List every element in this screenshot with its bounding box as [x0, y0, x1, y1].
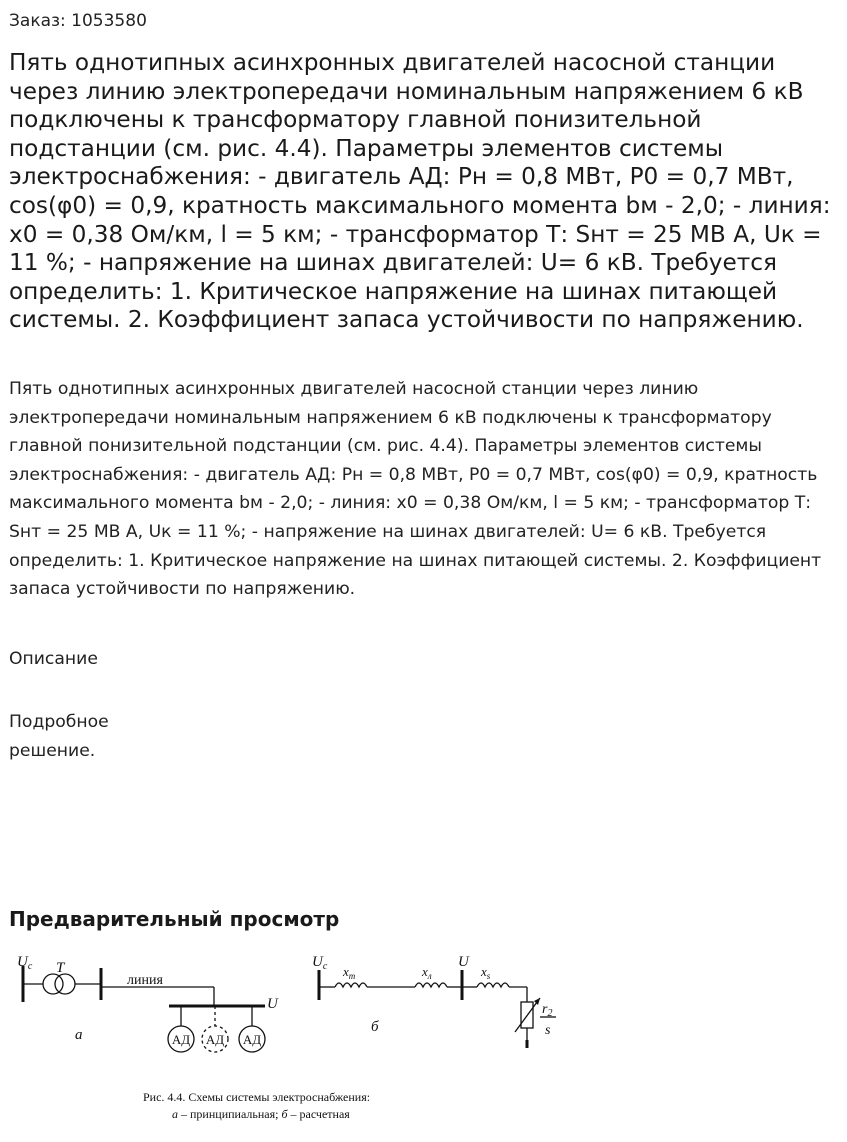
scheme-a-motor-1-label: АД	[171, 1032, 191, 1047]
figure-caption-line2: а – принципиальная; б – расчетная	[172, 1107, 350, 1121]
power-scheme-diagram	[9, 940, 609, 1130]
task-headline: Пять однотипных асинхронных двигателей насосной станции через линию электропередачи номинальным напряжением 6 кВ подключены к трансформатору главной понизительной подстанции (см. рис. 4.4). Параметры элементов системы электроснабжения: - двигатель АД: Pн = 0,8 МВт, P0 = 0,7 МВт, cos(φ0) = 0,9, кратность максимального момента bм - 2,0; - линия: x0 = 0,38 Ом/км, l = 5 км; - трансформатор Т: Sнт = 25 МВ А, Uк = 11 %; - напряжение на шинах двигателей: U= 6 кВ. Требуется определить: 1. Критическое напряжение на шинах питающей системы. 2. Коэффициент запаса устойчивости по напряжению.	[9, 49, 831, 334]
scheme-a-source-label: $U_c$	[17, 954, 33, 972]
scheme-a-line-label: линия	[127, 973, 163, 988]
scheme-b-xt-label: $x_т$	[343, 964, 356, 981]
description-label: Описание	[9, 649, 98, 669]
scheme-b-reactance-transformer	[335, 983, 367, 987]
task-body: Пять однотипных асинхронных двигателей насосной станции через линию электропередачи номинальным напряжением 6 кВ подключены к трансформатору главной понизительной подстанции (см. рис. 4.4). Параметры элементов системы электроснабжения: - двигатель АД: Pн = 0,8 МВт, P0 = 0,7 МВт, cos(φ0) = 0,9, кратность максимального момента bм - 2,0; - линия: x0 = 0,38 Ом/км, l = 5 км; - трансформатор Т: Sнт = 25 МВ А, Uк = 11 %; - напряжение на шинах двигателей: U= 6 кВ. Требуется определить: 1. Критическое напряжение на шинах питающей системы. 2. Коэффициент запаса устойчивости по напряжению.	[9, 379, 822, 600]
scheme-b-resistor-numerator: $r_2$	[542, 1002, 553, 1019]
scheme-b-panel-label: б	[371, 1019, 379, 1035]
order-number: Заказ: 1053580	[9, 11, 147, 31]
description-detail-line2: решение.	[9, 740, 96, 761]
scheme-a-motor-3-label: АД	[242, 1032, 262, 1047]
description-detail-line1: Подробное	[9, 712, 109, 732]
scheme-b-resistor-denominator: s	[545, 1023, 551, 1038]
scheme-a-motor-2-label: АД	[205, 1032, 225, 1047]
preview-figure	[9, 940, 609, 1130]
scheme-b-reactance-motor	[477, 983, 509, 987]
scheme-a-panel-label: а	[75, 1027, 83, 1043]
scheme-b-reactance-line	[415, 983, 447, 987]
scheme-a-transformer-winding-1	[43, 974, 63, 994]
scheme-a-transformer-label: T	[56, 960, 65, 976]
scheme-b-bus-label: U	[458, 954, 469, 970]
preview-title: Предварительный просмотр	[9, 907, 340, 931]
scheme-a-transformer-winding-2	[55, 974, 75, 994]
figure-caption-line1: Рис. 4.4. Схемы системы электроснабжения:	[143, 1090, 371, 1104]
scheme-b-xs-label: $x_s$	[481, 964, 491, 981]
description-detail	[9, 708, 209, 765]
scheme-b-xl-label: $x_л$	[422, 964, 432, 981]
scheme-b-source-label: $U_c$	[312, 954, 328, 972]
scheme-a-bus-label: U	[267, 996, 278, 1012]
